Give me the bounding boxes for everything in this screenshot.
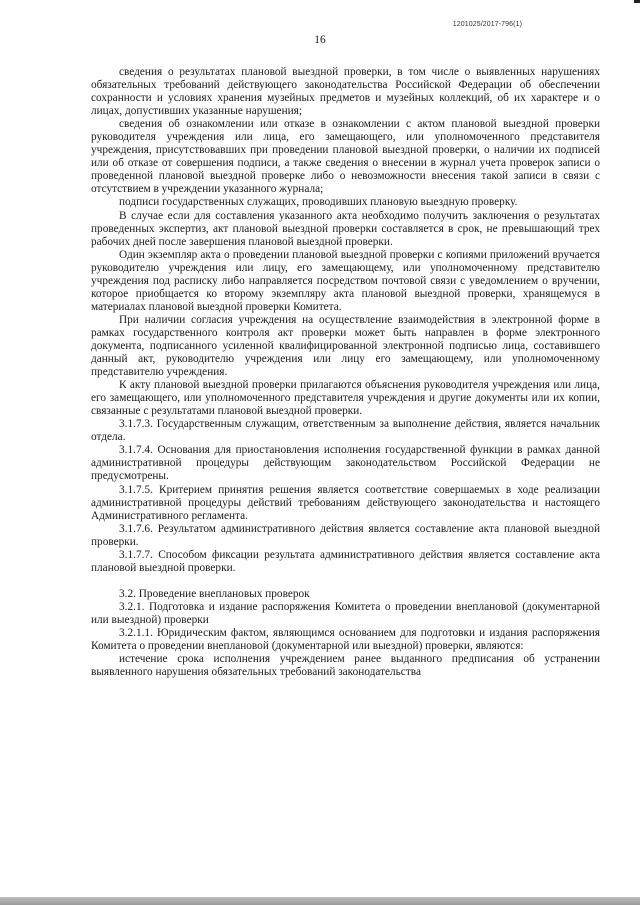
paragraph: 3.2.1.1. Юридическим фактом, являющимся основанием для подготовки и издания распоряжения Комитета о проведении внеплановой (документарной или выездной) проверки, являются: xyxy=(91,626,600,653)
page-number: 16 xyxy=(314,34,326,46)
document-body xyxy=(91,66,600,679)
paragraph: 3.1.7.3. Государственным служащим, ответственным за выполнение действия, является начальник отдела. xyxy=(91,418,600,444)
paragraph: подписи государственных служащих, проводивших плановую выездную проверку. xyxy=(119,196,518,209)
paragraph: К акту плановой выездной проверки прилагаются объяснения руководителя учреждения или лица, его замещающего, или уполномоченного представителя учреждения и другие документы или их копии, связанные с результатами плановой выездной проверки. xyxy=(91,379,600,418)
paragraph: истечение срока исполнения учреждением ранее выданного предписания об устранении выявленного нарушения обязательных требований законодательства xyxy=(91,653,600,679)
document-id: 1201025/2017-796(1) xyxy=(452,21,522,28)
paragraph: Один экземпляр акта о проведении плановой выездной проверки с копиями приложений вручается руководителю учреждения или лицу, его замещающему, или уполномоченному представителю учреждения под расписку либо направляется посредством почтовой связи с уведомлением о вручении, которое приобщается ко второму экземпляру акта плановой выездной проверки, хранящемуся в материалах плановой выездной проверки Комитета. xyxy=(91,248,600,313)
section-heading: 3.2. Проведение внеплановых проверок xyxy=(119,587,310,600)
paragraph: сведения о результатах плановой выездной проверки, в том числе о выявленных нарушениях обязательных требований действующего законодательства Российской Федерации об обеспечении сохранности и условиях хранения музейных предметов и музейных коллекций, об их характере и о лицах, допустивших указанные нарушения; xyxy=(91,66,600,118)
paragraph: 3.1.7.5. Критерием принятия решения является соответствие совершаемых в ходе реализации административной процедуры действий требованиям действующего законодательства и настоящего Административного регламента. xyxy=(91,483,600,522)
scan-bottom-edge xyxy=(0,897,640,905)
paragraph: 3.2.1. Подготовка и издание распоряжения Комитета о проведении внеплановой (документарной или выездной) проверки xyxy=(91,600,600,626)
paragraph: 3.1.7.6. Результатом административного действия является составление акта плановой выездной проверки. xyxy=(91,522,600,548)
paragraph: При наличии согласия учреждения на осуществление взаимодействия в электронной форме в рамках государственного контроля акт проверки может быть направлен в форме электронного документа, подписанного усиленной квалифицированной электронной подписью лица, составившего данный акт, руководителю учреждения или лицу его замещающему, или уполномоченному представителю учреждения. xyxy=(91,313,600,379)
paragraph: В случае если для составления указанного акта необходимо получить заключения о результатах проведенных экспертиз, акт плановой выездной проверки составляется в срок, не превышающий трех рабочих дней после завершения плановой выездной проверки. xyxy=(91,209,600,248)
paragraph: 3.1.7.7. Способом фиксации результата административного действия является составление акта плановой выездной проверки. xyxy=(91,548,600,574)
paragraph: сведения об ознакомлении или отказе в ознакомлении с актом плановой выездной проверки руководителя учреждения или лица, его замещающего, или уполномоченного представителя учреждения, присутствовавших при проведении плановой выездной проверки, о наличии их подписей или об отказе от совершения подписи, а также сведения о внесении в журнал учета проверок записи о проведенной плановой выездной проверке либо о невозможности внесения такой записи в связи с отсутствием в учреждении указанного журнала; xyxy=(91,118,600,196)
paragraph: 3.1.7.4. Основания для приостановления исполнения государственной функции в рамках данной административной процедуры действующим законодательством Российской Федерации не предусмотрены. xyxy=(91,444,600,483)
scan-corner-mark xyxy=(634,0,640,3)
